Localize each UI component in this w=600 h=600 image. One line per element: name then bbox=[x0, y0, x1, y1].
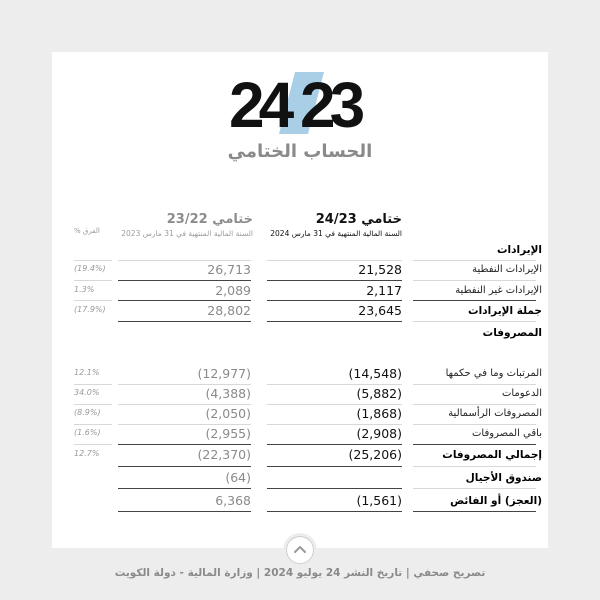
previous-value: 26,713 bbox=[207, 262, 251, 277]
row-label: الدعومات bbox=[501, 388, 542, 399]
table-row bbox=[52, 404, 548, 424]
table-row bbox=[52, 323, 548, 343]
previous-year-title: ختامي 23/22 bbox=[166, 212, 253, 227]
previous-value: (12,977) bbox=[197, 366, 251, 381]
change-value: (1.6%) bbox=[74, 428, 101, 437]
current-value: (1,868) bbox=[356, 406, 402, 421]
table-row bbox=[52, 301, 548, 321]
table-row bbox=[52, 491, 548, 511]
change-value: 12.1% bbox=[74, 368, 100, 377]
change-value: 34.0% bbox=[74, 388, 100, 397]
current-value: (1,561) bbox=[356, 493, 402, 508]
change-value: (17.9%) bbox=[74, 305, 106, 314]
row-label: صندوق الأجيال bbox=[465, 472, 542, 484]
table-row bbox=[52, 240, 548, 260]
previous-year-header bbox=[118, 212, 253, 238]
change-value: (19.4%) bbox=[74, 264, 106, 273]
report-card bbox=[52, 52, 548, 548]
row-label: المصروفات bbox=[482, 327, 542, 339]
change-column-header: % الفرق bbox=[74, 227, 100, 235]
previous-year-subtitle: السنة المالية المنتهية في 31 مارس 2023 bbox=[121, 229, 253, 238]
previous-value: 6,368 bbox=[215, 493, 251, 508]
row-label: المرتبات وما في حكمها bbox=[445, 368, 542, 379]
current-value: (25,206) bbox=[348, 447, 402, 462]
current-value: (2,908) bbox=[356, 426, 402, 441]
table-row bbox=[52, 468, 548, 488]
row-label: (العجز) أو الفائض bbox=[450, 495, 542, 507]
current-year-title: ختامي 24/23 bbox=[315, 212, 402, 227]
logo-left-digits: 24 bbox=[229, 70, 289, 136]
scroll-to-top-button[interactable] bbox=[286, 536, 314, 564]
row-label: باقي المصروفات bbox=[472, 428, 542, 439]
current-value: 23,645 bbox=[358, 303, 402, 318]
logo-right-digits: 23 bbox=[300, 70, 360, 136]
table-row bbox=[52, 384, 548, 404]
current-value: 21,528 bbox=[358, 262, 402, 277]
current-value: 2,117 bbox=[366, 283, 402, 298]
page-title: الحساب الختامي bbox=[227, 141, 373, 162]
row-label: جملة الإيرادات bbox=[468, 305, 542, 317]
previous-value: (2,955) bbox=[205, 426, 251, 441]
row-label: الإيرادات النفطية bbox=[472, 264, 542, 275]
current-year-subtitle: السنة المالية المنتهية في 31 مارس 2024 bbox=[270, 229, 402, 238]
row-label: الإيرادات bbox=[496, 244, 542, 256]
footer-text: تصريح صحفي | تاريخ النشر 24 يوليو 2024 | وزارة المالية - دولة الكويت bbox=[114, 567, 486, 579]
current-year-header bbox=[267, 212, 402, 238]
row-label: إجمالي المصروفات bbox=[442, 449, 542, 461]
previous-value: 2,089 bbox=[215, 283, 251, 298]
chevron-up-icon bbox=[287, 537, 313, 563]
table-row bbox=[52, 281, 548, 301]
change-value: 12.7% bbox=[74, 449, 100, 458]
table-row bbox=[52, 260, 548, 280]
row-label: المصروفات الرأسمالية bbox=[448, 408, 542, 419]
previous-value: 28,802 bbox=[207, 303, 251, 318]
current-value: (5,882) bbox=[356, 386, 402, 401]
previous-value: (22,370) bbox=[197, 447, 251, 462]
change-value: (8.9%) bbox=[74, 408, 101, 417]
current-value: (14,548) bbox=[348, 366, 402, 381]
table-row bbox=[52, 445, 548, 465]
change-value: 1.3% bbox=[74, 285, 95, 294]
previous-value: (64) bbox=[225, 470, 251, 485]
brand-logo bbox=[229, 70, 371, 136]
table-row bbox=[52, 424, 548, 444]
previous-value: (2,050) bbox=[205, 406, 251, 421]
table-row bbox=[52, 364, 548, 384]
previous-value: (4,388) bbox=[205, 386, 251, 401]
row-label: الإيرادات غير النفطية bbox=[455, 285, 542, 296]
